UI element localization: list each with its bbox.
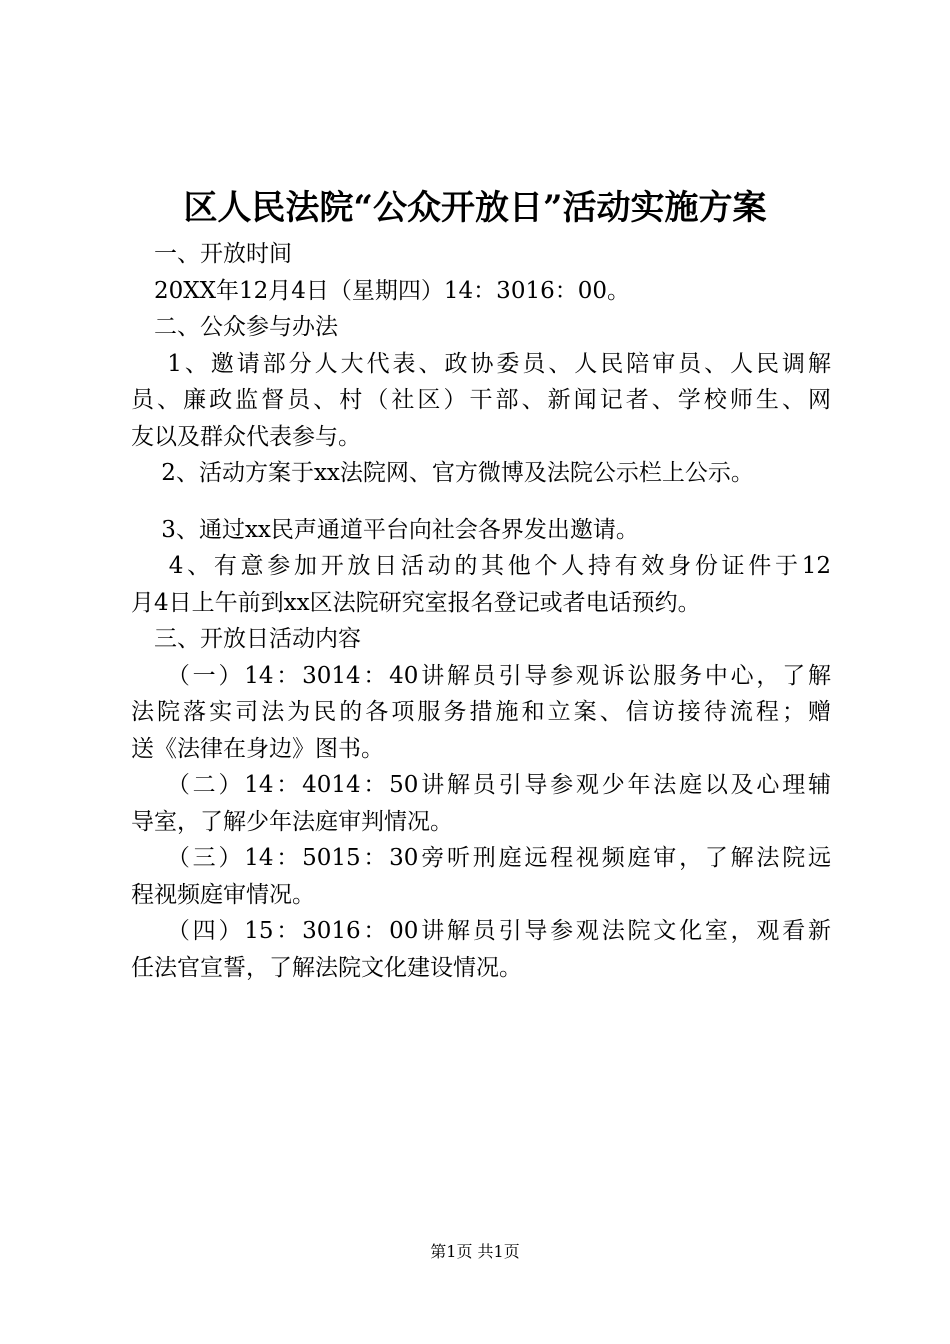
document-body bbox=[131, 236, 831, 986]
paragraph-line: 2、活动方案于xx法院网、官方微博及法院公示栏上公示。 bbox=[131, 460, 754, 486]
paragraph-line: （三）14：5015：30旁听刑庭远程视频庭审，了解法院远 bbox=[131, 845, 831, 871]
section-heading-open-time: 一、开放时间 bbox=[131, 241, 292, 267]
paragraph-line: 程视频庭审情况。 bbox=[131, 881, 315, 908]
paragraph-line: 法院落实司法为民的各项服务措施和立案、信访接待流程；赠 bbox=[131, 699, 831, 725]
paragraph-line: 任法官宣誓，了解法院文化建设情况。 bbox=[131, 954, 522, 981]
open-time-text: 20XX年12月4日（星期四）14：3016：00。 bbox=[131, 277, 630, 304]
section-heading-participation: 二、公众参与办法 bbox=[131, 314, 338, 340]
paragraph-line: （二）14：4014：50讲解员引导参观少年法庭以及心理辅 bbox=[131, 772, 831, 798]
paragraph-line: （一）14：3014：40讲解员引导参观诉讼服务中心，了解 bbox=[131, 662, 831, 689]
paragraph-line: 1、邀请部分人大代表、政协委员、人民陪审员、人民调解 bbox=[131, 350, 831, 377]
document-title: 区人民法院“公众开放日”活动实施方案 bbox=[183, 188, 767, 228]
paragraph-line: （四）15：3016：00讲解员引导参观法院文化室，观看新 bbox=[131, 918, 831, 944]
paragraph-line: 友以及群众代表参与。 bbox=[131, 423, 361, 450]
paragraph-line: 3、通过xx民声通道平台向社会各界发出邀请。 bbox=[131, 516, 639, 543]
page-footer: 第1页 共1页 bbox=[430, 1242, 520, 1261]
paragraph-line: 月4日上午前到xx区法院研究室报名登记或者电话预约。 bbox=[131, 589, 701, 616]
paragraph-gap bbox=[131, 492, 831, 512]
paragraph-line: 送《法律在身边》图书。 bbox=[131, 735, 384, 762]
paragraph-line: 导室，了解少年法庭审判情况。 bbox=[131, 808, 453, 835]
section-heading-activities: 三、开放日活动内容 bbox=[131, 626, 361, 652]
paragraph-line: 员、廉政监督员、村（社区）干部、新闻记者、学校师生、网 bbox=[131, 387, 831, 413]
paragraph-line: 4、有意参加开放日活动的其他个人持有效身份证件于12 bbox=[131, 553, 831, 579]
